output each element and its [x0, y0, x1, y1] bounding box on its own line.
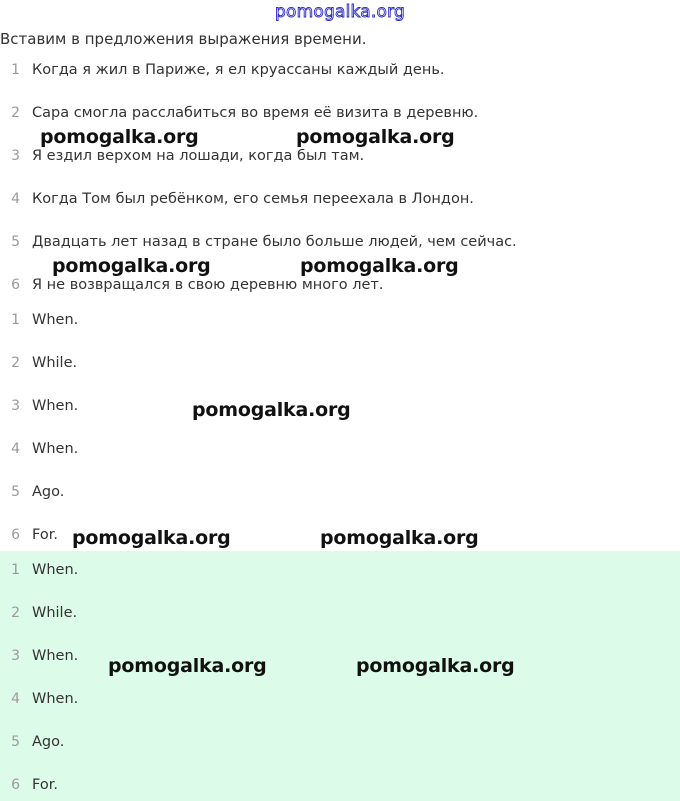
watermark: pomogalka.org	[72, 527, 231, 549]
item-text: Двадцать лет назад в стране было больше людей, чем сейчас.	[32, 234, 517, 250]
watermark: pomogalka.org	[296, 126, 455, 148]
item-text: Ago.	[32, 734, 65, 750]
item-number: 3	[11, 648, 20, 664]
item-number: 4	[11, 691, 20, 707]
item-number: 1	[11, 562, 20, 578]
item-text: When.	[32, 312, 79, 328]
item-text: When.	[32, 562, 79, 578]
watermark: pomogalka.org	[192, 399, 351, 421]
answer-highlight-block	[0, 551, 680, 801]
item-number: 4	[11, 441, 20, 457]
watermark: pomogalka.org	[52, 255, 211, 277]
item-number: 6	[11, 777, 20, 793]
item-text: When.	[32, 648, 79, 664]
item-text: Сара смогла расслабиться во время её визита в деревню.	[32, 105, 479, 121]
watermark: pomogalka.org	[356, 655, 515, 677]
item-text: While.	[32, 355, 78, 371]
item-number: 5	[11, 234, 20, 250]
item-number: 6	[11, 277, 20, 293]
item-text: Когда Том был ребёнком, его семья переехала в Лондон.	[32, 191, 474, 207]
intro-text: Вставим в предложения выражения времени.	[0, 30, 367, 48]
item-text: For.	[32, 777, 58, 793]
item-text: When.	[32, 441, 79, 457]
item-number: 2	[11, 605, 20, 621]
item-number: 3	[11, 398, 20, 414]
item-text: For.	[32, 527, 58, 543]
item-number: 4	[11, 191, 20, 207]
watermark: pomogalka.org	[108, 655, 267, 677]
item-number: 1	[11, 312, 20, 328]
item-number: 6	[11, 527, 20, 543]
item-number: 2	[11, 105, 20, 121]
item-text: Когда я жил в Париже, я ел круассаны каждый день.	[32, 62, 445, 78]
item-number: 3	[11, 148, 20, 164]
item-text: Ago.	[32, 484, 65, 500]
item-text: Я не возвращался в свою деревню много лет.	[32, 277, 384, 293]
watermark: pomogalka.org	[320, 527, 479, 549]
watermark: pomogalka.org	[40, 126, 199, 148]
item-number: 5	[11, 734, 20, 750]
item-number: 5	[11, 484, 20, 500]
item-text: While.	[32, 605, 78, 621]
item-number: 2	[11, 355, 20, 371]
item-text: When.	[32, 398, 79, 414]
watermark: pomogalka.org	[300, 255, 459, 277]
item-text: Я ездил верхом на лошади, когда был там.	[32, 148, 365, 164]
item-number: 1	[11, 62, 20, 78]
item-text: When.	[32, 691, 79, 707]
site-logo: pomogalka.org	[275, 2, 405, 22]
